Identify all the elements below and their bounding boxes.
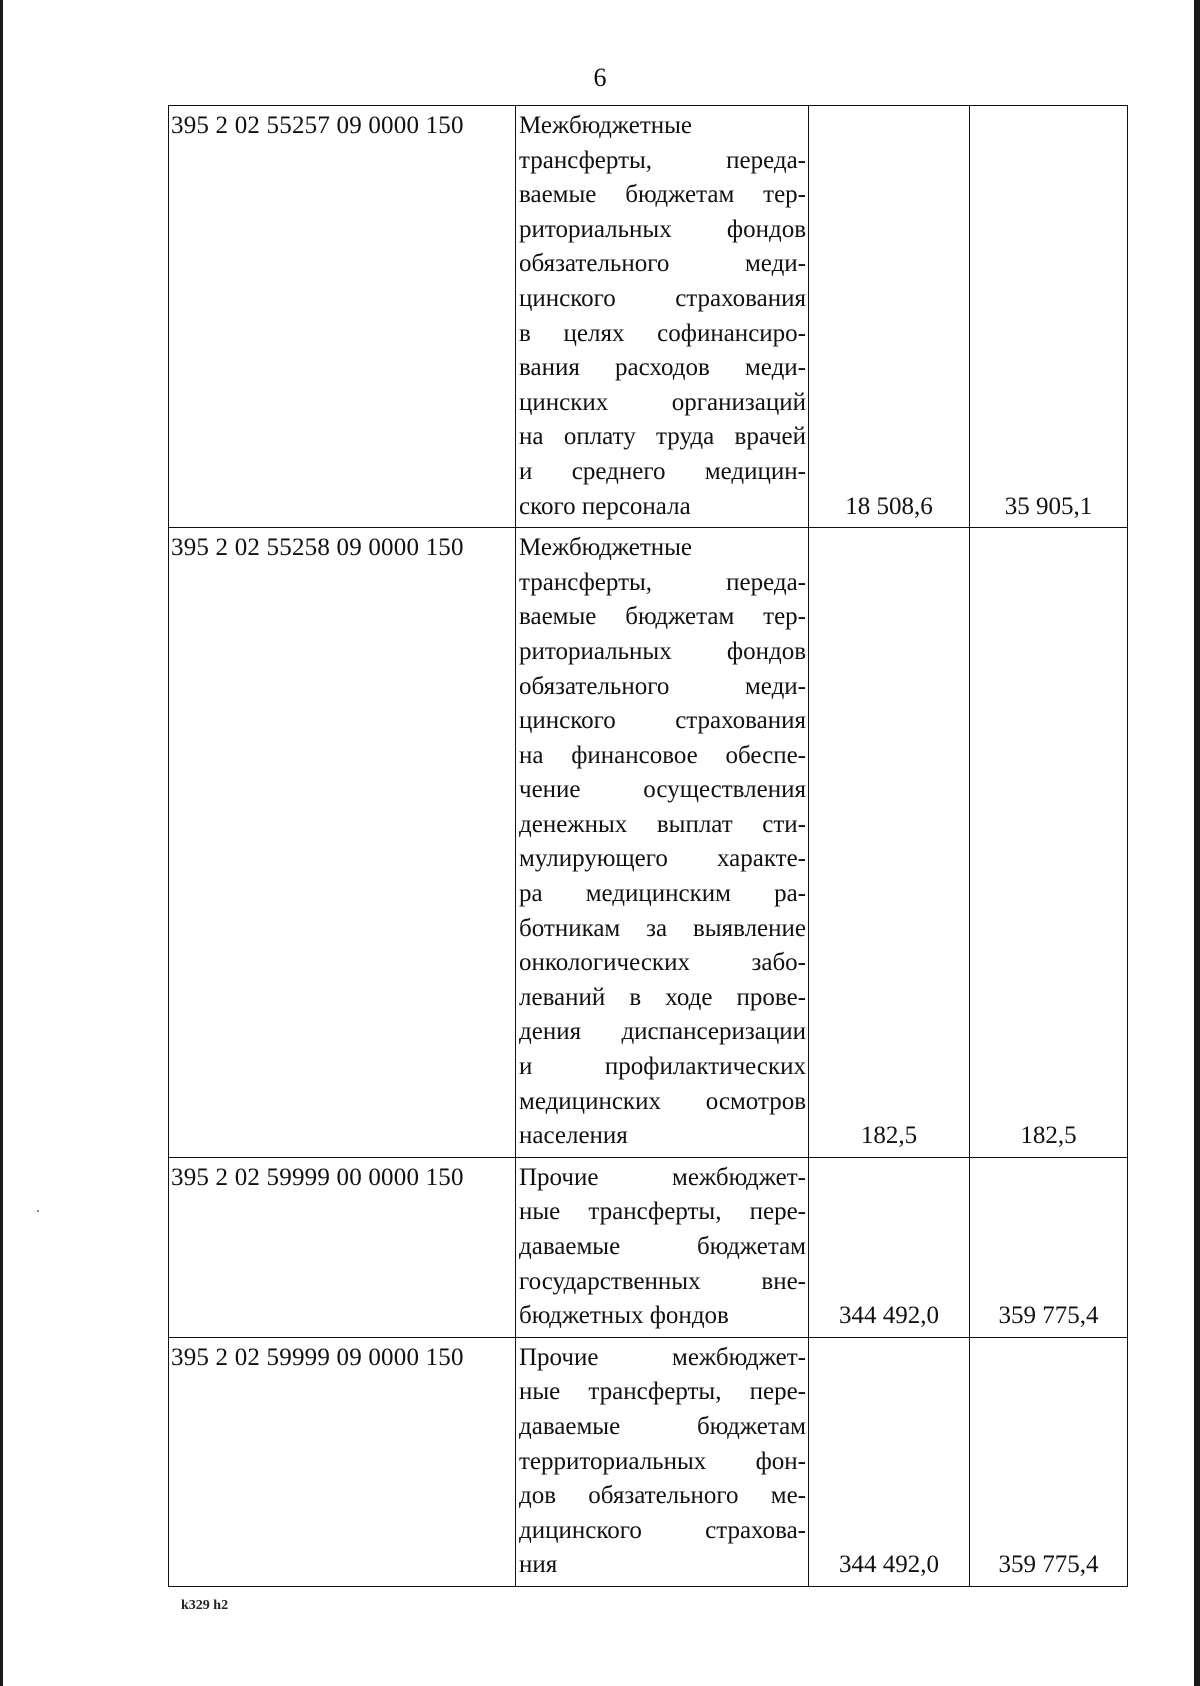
description-line: трансферты, переда-: [519, 568, 806, 596]
description-line: риториальных фондов: [519, 215, 806, 243]
amount-cell-year-1: 344 492,0: [809, 1157, 970, 1337]
description-line: цинского страхования: [519, 284, 806, 312]
description-line: бюджетных фондов: [519, 1302, 729, 1330]
scan-speck: [37, 1210, 39, 1212]
description-line: мулирующего характе-: [519, 845, 806, 873]
description-line: вания расходов меди-: [519, 354, 806, 382]
description-cell: [516, 1157, 809, 1337]
description-line: дицинского страхова-: [519, 1516, 806, 1544]
description-line: Прочие межбюджет-: [519, 1343, 806, 1371]
description-cell: [516, 528, 809, 1158]
page-number: 6: [593, 63, 607, 92]
amount-cell-year-2: 359 775,4: [970, 1157, 1128, 1337]
budget-code-cell: 395 2 02 59999 00 0000 150: [169, 1157, 516, 1337]
budget-table: [168, 105, 1128, 1587]
description-line: ра медицинским ра-: [519, 880, 806, 908]
table-row: [169, 1337, 1128, 1586]
description-line: ского персонала: [519, 492, 691, 520]
description-line: ваемые бюджетам тер-: [519, 603, 806, 631]
description-line: даваемые бюджетам: [519, 1233, 806, 1260]
description-line: леваний в ходе прове-: [519, 983, 806, 1011]
amount-cell-year-2: 182,5: [970, 528, 1128, 1158]
description-line: цинского страхования: [519, 707, 806, 735]
amount-cell-year-2: 359 775,4: [970, 1337, 1128, 1586]
description-line: Межбюджетные: [519, 112, 693, 139]
description-line: чение осуществления: [519, 776, 806, 804]
amount-cell-year-1: 182,5: [809, 528, 970, 1158]
description-line: в целях софинансиро-: [519, 319, 806, 347]
description-line: и профилактических: [519, 1053, 806, 1081]
description-line: ваемые бюджетам тер-: [519, 181, 806, 209]
budget-code-cell: 395 2 02 55258 09 0000 150: [169, 528, 516, 1158]
description-line: цинских организаций: [519, 388, 806, 416]
budget-code-cell: 395 2 02 59999 09 0000 150: [169, 1337, 516, 1586]
description-line: обязательного меди-: [519, 250, 806, 278]
table-row: [169, 1157, 1128, 1337]
description-line: и среднего медицин-: [519, 457, 806, 485]
description-line: территориальных фон-: [519, 1447, 806, 1475]
scan-border-right: [1194, 0, 1200, 1686]
description-line: дов обязательного ме-: [519, 1482, 806, 1510]
budget-code-cell: 395 2 02 55257 09 0000 150: [169, 106, 516, 528]
description-line: медицинских осмотров: [519, 1087, 806, 1115]
description-line: государственных вне-: [519, 1267, 806, 1295]
amount-cell-year-1: 18 508,6: [809, 106, 970, 528]
description-line: денежных выплат сти-: [519, 810, 806, 838]
amount-cell-year-1: 344 492,0: [809, 1337, 970, 1586]
description-cell: [516, 1337, 809, 1586]
description-line: на оплату труда врачей: [519, 423, 806, 451]
description-line: населения: [519, 1122, 628, 1150]
description-line: обязательного меди-: [519, 672, 806, 700]
description-line: ния: [519, 1551, 558, 1579]
description-line: ные трансферты, пере-: [519, 1378, 806, 1406]
description-line: онкологических забо-: [519, 949, 806, 977]
table-row: [169, 106, 1128, 528]
amount-cell-year-2: 35 905,1: [970, 106, 1128, 528]
budget-table-body: [169, 106, 1128, 1587]
description-line: дения диспансеризации: [519, 1018, 806, 1046]
description-line: трансферты, переда-: [519, 146, 806, 174]
description-cell: [516, 106, 809, 528]
table-row: [169, 528, 1128, 1158]
description-line: ные трансферты, пере-: [519, 1198, 806, 1226]
description-line: риториальных фондов: [519, 637, 806, 665]
footer-code: k329 h2: [181, 1598, 229, 1613]
description-line: Межбюджетные: [519, 534, 693, 562]
scan-border-left: [0, 0, 3, 1686]
description-line: ботникам за выявление: [519, 914, 806, 942]
description-line: на финансовое обеспе-: [519, 741, 806, 769]
description-line: Прочие межбюджет-: [519, 1163, 806, 1191]
description-line: даваемые бюджетам: [519, 1412, 806, 1440]
